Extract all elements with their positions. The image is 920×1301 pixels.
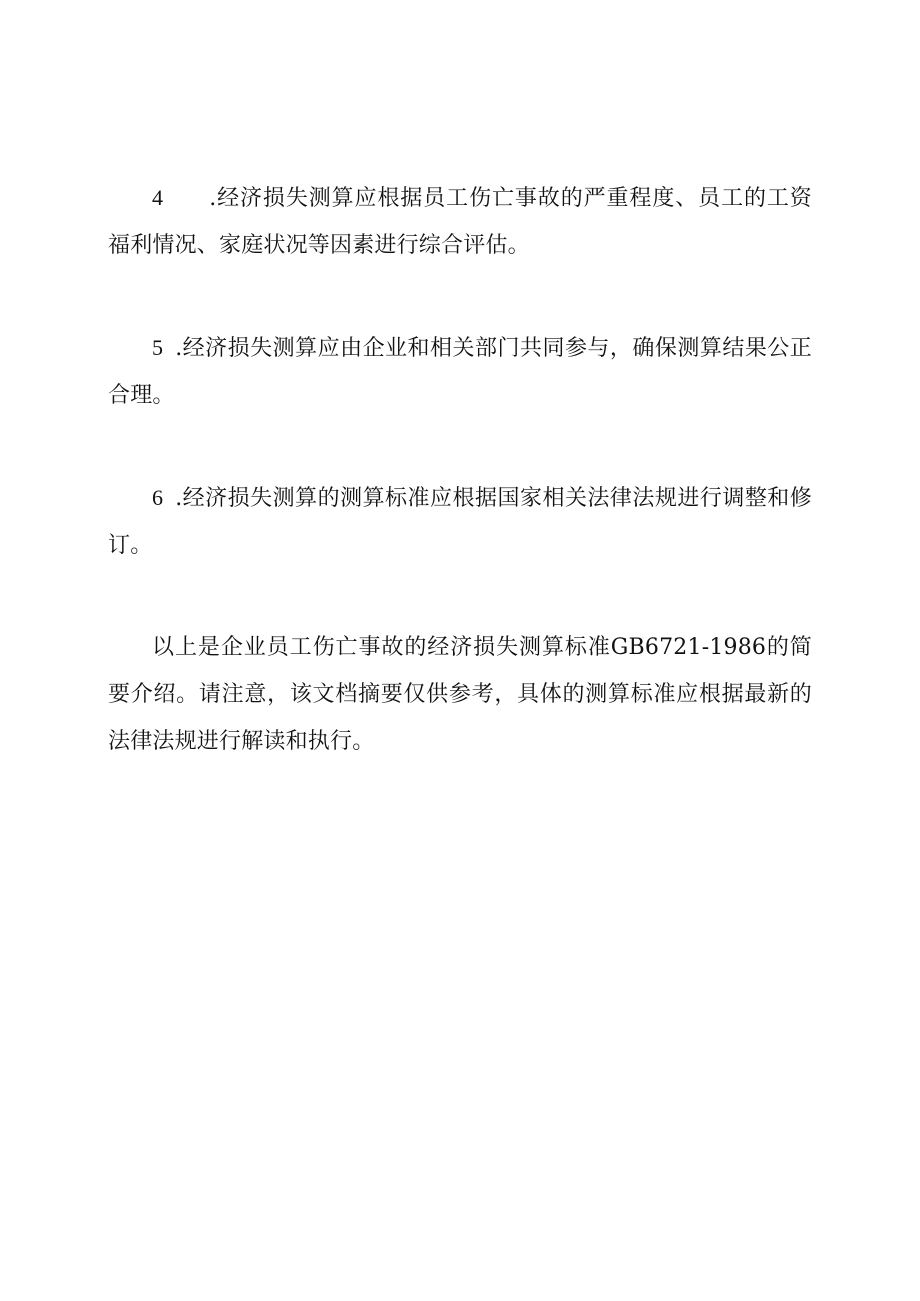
list-item-number: 6 bbox=[152, 485, 164, 510]
list-item-5 bbox=[108, 324, 812, 419]
list-item-text: .经济损失测算应由企业和相关部门共同参与，确保测算结果公正合理。 bbox=[108, 336, 812, 408]
document-body bbox=[108, 174, 812, 765]
list-item-number: 5 bbox=[152, 335, 164, 360]
list-item-text: .经济损失测算的测算标准应根据国家相关法律法规进行调整和修订。 bbox=[108, 486, 812, 558]
list-item-4 bbox=[108, 174, 812, 269]
summary-paragraph: 以上是企业员工伤亡事故的经济损失测算标准GB6721-1986的简要介绍。请注意，该文档摘要仅供参考，具体的测算标准应根据最新的法律法规进行解读和执行。 bbox=[108, 635, 812, 754]
list-item-6 bbox=[108, 474, 812, 569]
list-item-text: .经济损失测算应根据员工伤亡事故的严重程度、员工的工资福利情况、家庭状况等因素进行综合评估。 bbox=[108, 186, 812, 258]
list-item-number: 4 bbox=[152, 185, 164, 210]
